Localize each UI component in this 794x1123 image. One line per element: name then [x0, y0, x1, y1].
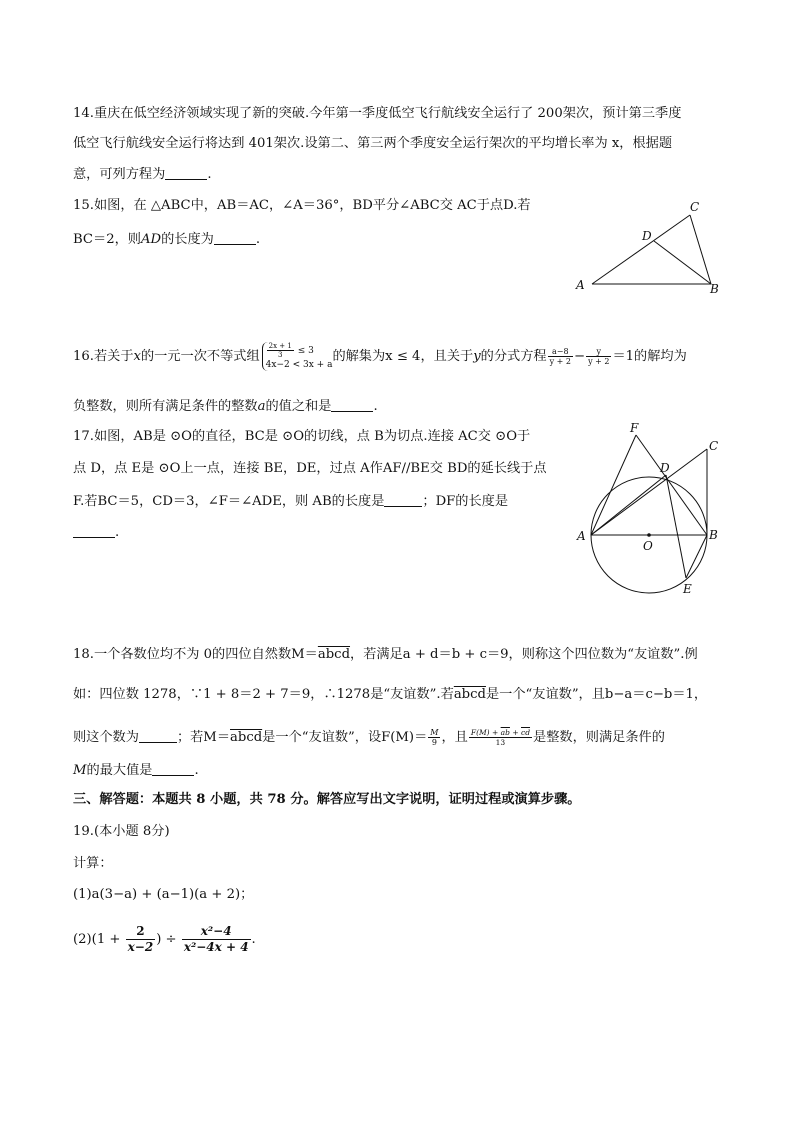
q18-abcd-3: abcd	[230, 730, 263, 745]
q17-label-d: D	[660, 461, 670, 475]
q17-label-e: E	[683, 582, 692, 596]
q15-line2a: BC＝2，则	[73, 232, 141, 247]
q14-line2: 低空飞行航线安全运行将达到 401架次.设第二、第三两个季度安全运行架次的平均增长率为 x，根据题	[73, 136, 673, 151]
q19-f2-den: x²−4x + 4	[183, 940, 249, 954]
q18-fm-num: M	[430, 728, 439, 737]
q19-calc: 计算：	[73, 856, 113, 871]
q18-cd: $\overline{cd}$	[521, 728, 531, 737]
q14-line1: 14.重庆在低空经济领域实现了新的突破.今年第一季度低空飞行航线安全运行了 200架次，预计第三季度	[73, 106, 682, 121]
q16-eq: ＝1的解均为	[612, 349, 687, 364]
q17-line3	[73, 494, 508, 509]
q19-f1-num: 2	[126, 924, 156, 940]
q16-f1-den: y + 2	[549, 357, 571, 366]
q19-p2-mid: ) ÷	[156, 932, 181, 947]
q17-line-de	[666, 475, 686, 578]
q18-big-num	[469, 728, 532, 738]
q17-line3a: F.若BC＝5，CD＝3，∠F＝∠ADE，则 AB的长度是	[73, 494, 385, 509]
q15-answer-blank	[214, 232, 256, 245]
q16-x: x	[133, 349, 141, 364]
q16-line1	[73, 342, 687, 371]
q17-line-af	[591, 435, 636, 535]
q16-pre: 16.若关于	[73, 349, 134, 364]
q17-line4: .	[73, 525, 119, 540]
q17-circle-figure	[572, 420, 732, 605]
q16-f1-num: a−8	[548, 347, 573, 357]
q18-line1a: 18.一个各数位均不为 0的四位自然数M＝	[73, 647, 318, 662]
q17-line1: 17.如图，AB是 ⊙O的直径，BC是 ⊙O的切线，点 B为切点.连接 AC交 ⊙O于	[73, 429, 531, 444]
q16-minus: −	[574, 349, 586, 364]
q17-center-dot	[647, 533, 651, 537]
q16-f2-den: y + 2	[588, 357, 610, 366]
q19-f1-den: x−2	[127, 940, 154, 954]
q18-answer-blank-2	[152, 763, 194, 776]
q16-f2-num: y	[586, 347, 611, 357]
q18-line3a: 则这个数为	[73, 730, 139, 745]
q18-line1	[73, 648, 698, 662]
q19-f2-num: x²−4	[182, 924, 251, 940]
q15-triangle-figure	[570, 195, 730, 300]
q17-line-be	[686, 535, 707, 578]
q16-mid1: 的一元一次不等式组	[140, 349, 260, 364]
q16-line2b: 的值之和是	[265, 399, 332, 414]
q16-ineq2: 4x−2 < 3x + a	[265, 360, 333, 370]
q18-line4: M的最大值是 .	[73, 763, 199, 778]
q17-label-b: B	[709, 528, 718, 542]
q15-line2b: 的长度为	[161, 232, 214, 247]
q18-line2a: 如：四位数 1278，∵1 + 8＝2 + 7＝9，∴1278是“友谊数”.若	[73, 687, 454, 702]
q16-line2: 负整数，则所有满足条件的整数a的值之和是 .	[73, 399, 378, 414]
q16-ineq1-rel: ≤ 3	[297, 346, 314, 356]
q16-inequality-system	[262, 342, 333, 371]
q15-bisector-bd	[654, 241, 711, 284]
q17-label-a: A	[577, 529, 586, 543]
q18-line1b: ，若满足a + d＝b + c＝9，则称这个四位数为“友谊数”.例	[350, 647, 698, 662]
q18-big-num-b: +	[509, 728, 521, 737]
q17-line-ac	[591, 449, 707, 535]
q15-line2: BC＝2，则AD的长度为 .	[73, 232, 261, 247]
q18-line3e: 是整数，则满足条件的	[533, 730, 665, 745]
q15-line1: 15.如图，在 △ABC中，AB＝AC，∠A＝36°，BD平分∠ABC交 AC于点D.若	[73, 198, 531, 213]
q19-title: 19.(本小题 8分)	[73, 824, 170, 839]
q17-label-o: O	[643, 539, 653, 553]
q18-line4b: 的最大值是	[86, 763, 153, 778]
q15-ad: AD	[140, 232, 162, 247]
q16-answer-blank	[331, 399, 373, 412]
q18-line3d: ，且	[441, 730, 468, 745]
q18-big-num-a: F(M) +	[470, 728, 501, 737]
q15-side-bc	[690, 215, 711, 284]
q15-side-ac	[592, 215, 690, 284]
q15-label-c: C	[690, 200, 700, 214]
section3-heading: 三、解答题：本题共 8 小题，共 78 分。解答应写出文字说明，证明过程或演算步骤。	[73, 792, 581, 807]
q18-ab: $\overline{ab}$	[500, 728, 510, 737]
q18-answer-blank-1	[139, 730, 177, 743]
q17-line-fb	[636, 435, 707, 535]
q17-label-c: C	[709, 439, 719, 453]
q14-line3: 意，可列方程为 .	[73, 167, 212, 182]
q19-p2-pre: (2)(1 +	[73, 932, 125, 947]
q16-ineq1-den: 3	[278, 351, 283, 359]
q15-label-a: A	[576, 278, 585, 292]
q19-p2-end: .	[251, 932, 256, 947]
q16-a: a	[257, 399, 266, 414]
q18-line3b: ；若M＝	[176, 730, 231, 745]
q18-line2	[73, 688, 707, 702]
q18-abcd-2: abcd	[453, 687, 486, 702]
q17-line2: 点 D，点 E是 ⊙O上一点，连接 BE，DE，过点 A作AF//BE交 BD的延长线于点	[73, 461, 547, 476]
q18-abcd-1: abcd	[317, 647, 351, 662]
q15-label-d: D	[642, 229, 652, 243]
q17-label-f: F	[630, 421, 639, 435]
q18-line3	[73, 726, 665, 750]
q17-answer-blank-2	[73, 525, 115, 538]
q15-label-b: B	[710, 282, 719, 296]
q16-mid3: 的分式方程	[480, 349, 547, 364]
q14-answer-blank	[165, 167, 207, 180]
q18-big-den: 13	[495, 738, 506, 747]
q19-part2	[73, 920, 256, 960]
q16-mid2: 的解集为x ≤ 4，且关于	[332, 349, 474, 364]
q17-line-ad	[591, 475, 666, 535]
q18-fm-den: 9	[431, 738, 437, 747]
q14-line3-text: 意，可列方程为	[73, 167, 166, 182]
q18-line4a: M	[73, 763, 87, 778]
q16-ineq1-num: 2x + 1	[268, 342, 292, 350]
q17-answer-blank-1	[384, 494, 422, 507]
q18-line3c: 是一个“友谊数”，设F(M)＝	[262, 730, 428, 745]
q16-line2a: 负整数，则所有满足条件的整数	[73, 399, 258, 414]
q17-line3b: ；DF的长度是	[422, 494, 509, 509]
q18-line2b: 是一个“友谊数”，且b−a＝c−b＝1，	[485, 687, 708, 702]
q19-part1: (1)a(3−a) + (a−1)(a + 2)；	[73, 887, 254, 902]
q16-y: y	[473, 349, 481, 364]
